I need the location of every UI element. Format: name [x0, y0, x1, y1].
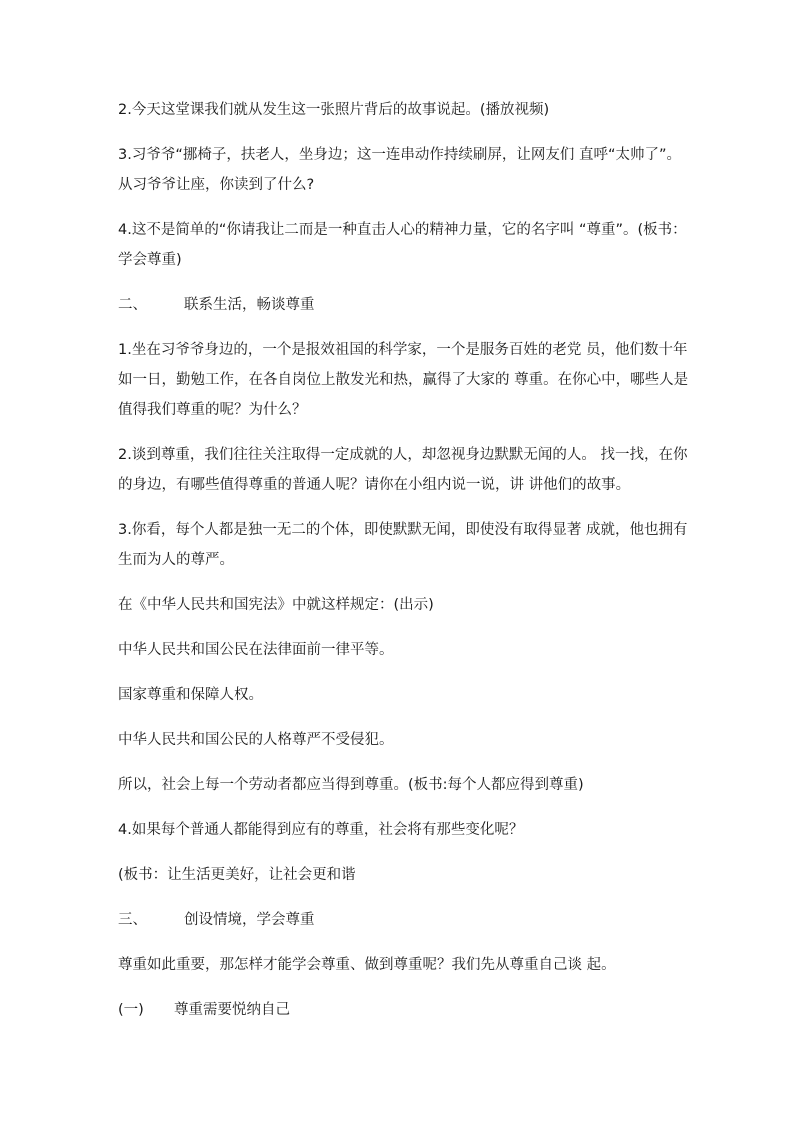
- paragraph-unique-individual: 3.你看，每个人都是独一无二的个体，即使默默无闻，即使没有取得显著 成就，他也拥有生而为人的尊严。: [118, 522, 688, 568]
- paragraph-blackboard-better-life: (板书：让生活更美好，让社会更和谐: [118, 867, 356, 883]
- subsection-number: (一): [118, 1002, 144, 1018]
- subsection-heading-one: [118, 995, 692, 1025]
- paragraph-society-changes: 4.如果每个普通人都能得到应有的尊重，社会将有那些变化呢？: [118, 822, 524, 838]
- paragraph-scientist-party-member: 1.坐在习爷爷身边的，一个是报效祖国的科学家，一个是服务百姓的老党 员，他们数十年如一日，勤勉工作，在各自岗位上散发光和热，赢得了大家的 尊重。在你心中，哪些人是值得我们尊重的呢？为什么？: [118, 342, 689, 418]
- paragraph-offer-seat: 3.习爷爷“挪椅子，扶老人，坐身边；这一连串动作持续刷屏，让网友们 直呼“太帅了”。从习爷爷让座，你读到了什么?: [118, 147, 681, 193]
- section-number: 二、: [118, 297, 147, 313]
- paragraph-play-video: 2.今天这堂课我们就从发生这一张照片背后的故事说起。(播放视频): [118, 102, 550, 118]
- section-title: 联系生活，畅谈尊重: [184, 297, 315, 313]
- document-body: [118, 95, 692, 1040]
- paragraph-human-rights: 国家尊重和保障人权。: [118, 687, 263, 703]
- section-heading-two: [118, 290, 692, 320]
- paragraph-personal-dignity: 中华人民共和国公民的人格尊严不受侵犯。: [118, 732, 394, 748]
- paragraph-ordinary-people: 2.谈到尊重，我们往往关注取得一定成就的人，却忽视身边默默无闻的人。 找一找，在你的身边，有哪些值得尊重的普通人呢？请你在小组内说一说，讲 讲他们的故事。: [118, 447, 688, 493]
- section-title: 创设情境，学会尊重: [184, 912, 315, 928]
- paragraph-respect-self-intro: 尊重如此重要，那怎样才能学会尊重、做到尊重呢？我们先从尊重自己谈 起。: [118, 957, 616, 973]
- paragraph-respect-definition: 4.这不是简单的“你请我让二而是一种直击人心的精神力量，它的名字叫 “尊重”。(板书：学会尊重): [118, 222, 687, 268]
- paragraph-constitution-intro: 在《中华人民共和国宪法》中就这样规定：(出示): [118, 597, 434, 613]
- subsection-title: 尊重需要悦纳自己: [174, 1002, 290, 1018]
- section-heading-three: [118, 905, 692, 935]
- paragraph-equal-before-law: 中华人民共和国公民在法律面前一律平等。: [118, 642, 394, 658]
- paragraph-every-worker-respected: 所以，社会上每一个劳动者都应当得到尊重。(板书:每个人都应得到尊重): [118, 777, 584, 793]
- section-number: 三、: [118, 912, 147, 928]
